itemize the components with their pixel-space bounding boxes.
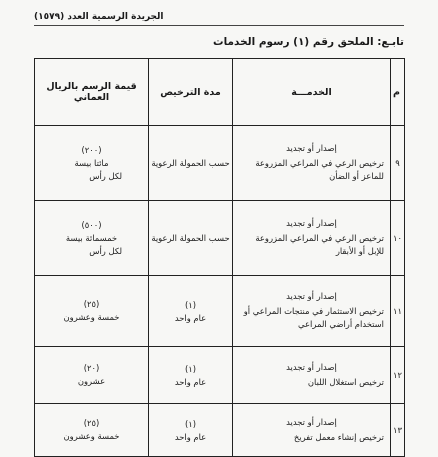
row-fee bbox=[35, 276, 149, 347]
table-row bbox=[35, 276, 405, 347]
row-service bbox=[233, 276, 391, 347]
row-fee bbox=[35, 126, 149, 201]
fee-amount: (٢٥) bbox=[83, 299, 100, 309]
duration-number: (١) bbox=[184, 299, 197, 310]
fee-words: خمسمائة بيسة bbox=[65, 232, 118, 243]
table-row bbox=[35, 404, 405, 457]
table-row bbox=[35, 126, 405, 201]
fee-words: خمسة وعشرون bbox=[63, 312, 120, 322]
row-service bbox=[233, 126, 391, 201]
header-duration: مدة الترخيص bbox=[149, 59, 233, 126]
service-desc: ترخيص الاستثمار في منتجات المراعي أو استخدام أراضي المراعي bbox=[243, 306, 384, 329]
section-title: تابـع: الملحق رقم (١) رسوم الخدمات bbox=[213, 36, 404, 48]
row-duration bbox=[149, 404, 233, 457]
fee-words: عشرون bbox=[77, 376, 106, 386]
row-service bbox=[233, 347, 391, 404]
fee-unit: لكل رأس bbox=[89, 170, 122, 181]
row-duration bbox=[149, 201, 233, 276]
table-header-row bbox=[35, 59, 405, 126]
header-number: م bbox=[391, 59, 405, 126]
table-row bbox=[35, 201, 405, 276]
service-desc: ترخيص الرعي في المراعي المزروعة للإبل أو الأبقار bbox=[255, 233, 384, 256]
duration-words: عام واحد bbox=[174, 431, 207, 442]
row-duration bbox=[149, 276, 233, 347]
row-fee bbox=[35, 201, 149, 276]
running-header-title: الجريدة الرسمية العدد (١٥٧٩) bbox=[34, 12, 164, 22]
row-duration bbox=[149, 126, 233, 201]
fee-words: مائتا بيسة bbox=[74, 157, 109, 168]
duration-words: حسب الحمولة الرعوية bbox=[151, 233, 230, 243]
service-head: إصدار أو تجديد bbox=[286, 143, 337, 153]
duration-words: حسب الحمولة الرعوية bbox=[151, 158, 230, 168]
row-number: ١٢ bbox=[391, 347, 405, 404]
row-number: ١٣ bbox=[391, 404, 405, 457]
row-number: ١١ bbox=[391, 276, 405, 347]
row-duration bbox=[149, 347, 233, 404]
duration-number: (١) bbox=[184, 363, 197, 374]
fee-unit: لكل رأس bbox=[89, 245, 122, 256]
fees-table bbox=[34, 58, 405, 457]
header-service: الخدمـــة bbox=[233, 59, 391, 126]
row-fee bbox=[35, 347, 149, 404]
row-number: ١٠ bbox=[391, 201, 405, 276]
fee-amount: (٢٥) bbox=[83, 418, 100, 428]
service-head: إصدار أو تجديد bbox=[286, 416, 337, 427]
service-desc: ترخيص إنشاء معمل تفريخ bbox=[293, 431, 384, 442]
service-head: إصدار أو تجديد bbox=[286, 291, 337, 301]
row-service bbox=[233, 201, 391, 276]
service-desc: ترخيص الرعي في المراعي المزروعة للماعز أو الضأن bbox=[255, 158, 384, 181]
row-number: ٩ bbox=[391, 126, 405, 201]
duration-number: (١) bbox=[184, 418, 197, 429]
row-service bbox=[233, 404, 391, 457]
fee-amount: (٢٠) bbox=[83, 363, 100, 373]
duration-words: عام واحد bbox=[174, 312, 207, 323]
row-fee bbox=[35, 404, 149, 457]
fee-amount: (٢٠٠) bbox=[81, 144, 102, 155]
running-header bbox=[34, 12, 404, 26]
service-head: إصدار أو تجديد bbox=[286, 361, 337, 372]
fee-amount: (٥٠٠) bbox=[81, 219, 102, 230]
service-head: إصدار أو تجديد bbox=[286, 218, 337, 228]
service-desc: ترخيص استغلال اللبان bbox=[307, 376, 384, 387]
duration-words: عام واحد bbox=[174, 376, 207, 387]
table-row bbox=[35, 347, 405, 404]
header-fee: قيمة الرسم بالريال العماني bbox=[35, 59, 149, 126]
fee-words: خمسة وعشرون bbox=[63, 431, 120, 441]
